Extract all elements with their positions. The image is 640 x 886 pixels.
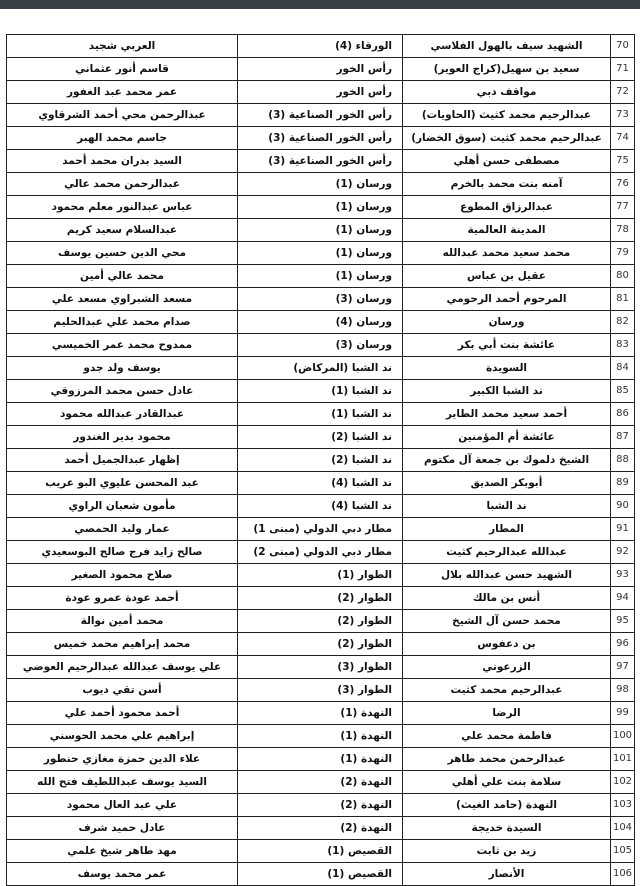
- area-cell: ند الشبا (1): [238, 380, 403, 403]
- person-name-cell: صدام محمد علي عبدالحليم: [7, 311, 238, 334]
- row-number-cell: 89: [611, 472, 635, 495]
- school-name-cell: ند الشبا الكبير: [403, 380, 611, 403]
- person-name-cell: يوسف ولد جدو: [7, 357, 238, 380]
- table-row: [7, 702, 635, 725]
- row-number-cell: 93: [611, 564, 635, 587]
- school-name-cell: عبدالرحيم محمد كثيت: [403, 679, 611, 702]
- table-row: [7, 150, 635, 173]
- person-name-cell: محي الدين حسين يوسف: [7, 242, 238, 265]
- schools-table: [6, 34, 635, 886]
- area-cell: ورسان (1): [238, 242, 403, 265]
- row-number-cell: 103: [611, 794, 635, 817]
- row-number-cell: 101: [611, 748, 635, 771]
- table-row: [7, 541, 635, 564]
- school-name-cell: عبدالرحيم محمد كثيت (سوق الخضار): [403, 127, 611, 150]
- person-name-cell: محمد إبراهيم محمد خميس: [7, 633, 238, 656]
- school-name-cell: أبوبكر الصديق: [403, 472, 611, 495]
- area-cell: ورسان (4): [238, 311, 403, 334]
- school-name-cell: النهدة (حامد الغيث): [403, 794, 611, 817]
- area-cell: النهدة (2): [238, 794, 403, 817]
- table-row: [7, 403, 635, 426]
- row-number-cell: 76: [611, 173, 635, 196]
- person-name-cell: عمار وليد الحمصي: [7, 518, 238, 541]
- row-number-cell: 79: [611, 242, 635, 265]
- person-name-cell: ممدوح محمد عمر الخميسي: [7, 334, 238, 357]
- person-name-cell: إبراهيم علي محمد الحوسني: [7, 725, 238, 748]
- area-cell: النهدة (2): [238, 771, 403, 794]
- table-row: [7, 863, 635, 886]
- area-cell: ند الشبا (4): [238, 472, 403, 495]
- table-body: [7, 35, 635, 886]
- area-cell: مطار دبي الدولي (مبنى 2): [238, 541, 403, 564]
- table-row: [7, 242, 635, 265]
- school-name-cell: عقيل بن عباس: [403, 265, 611, 288]
- person-name-cell: علاء الدين حمزة مغازي حنطور: [7, 748, 238, 771]
- row-number-cell: 92: [611, 541, 635, 564]
- school-name-cell: عبدالرحمن محمد طاهر: [403, 748, 611, 771]
- row-number-cell: 70: [611, 35, 635, 58]
- table-row: [7, 472, 635, 495]
- row-number-cell: 81: [611, 288, 635, 311]
- area-cell: النهدة (1): [238, 725, 403, 748]
- area-cell: ورسان (1): [238, 173, 403, 196]
- school-name-cell: الشهيد حسن عبدالله بلال: [403, 564, 611, 587]
- row-number-cell: 86: [611, 403, 635, 426]
- table-row: [7, 587, 635, 610]
- row-number-cell: 75: [611, 150, 635, 173]
- school-name-cell: الزرعوني: [403, 656, 611, 679]
- row-number-cell: 77: [611, 196, 635, 219]
- area-cell: الورقاء (4): [238, 35, 403, 58]
- school-name-cell: محمد سعيد محمد عبدالله: [403, 242, 611, 265]
- school-name-cell: الأنصار: [403, 863, 611, 886]
- table-row: [7, 288, 635, 311]
- person-name-cell: عادل حميد شرف: [7, 817, 238, 840]
- table-row: [7, 81, 635, 104]
- school-name-cell: المدينة العالمية: [403, 219, 611, 242]
- school-name-cell: عبدالرزاق المطوع: [403, 196, 611, 219]
- person-name-cell: مهد طاهر شيخ علمي: [7, 840, 238, 863]
- area-cell: رأس الخور الصناعية (3): [238, 104, 403, 127]
- row-number-cell: 88: [611, 449, 635, 472]
- school-name-cell: المطار: [403, 518, 611, 541]
- person-name-cell: صالح زايد فرج صالح البوسعيدي: [7, 541, 238, 564]
- row-number-cell: 95: [611, 610, 635, 633]
- table-row: [7, 426, 635, 449]
- person-name-cell: مأمون شعبان الراوي: [7, 495, 238, 518]
- table-row: [7, 35, 635, 58]
- person-name-cell: عمر محمد يوسف: [7, 863, 238, 886]
- row-number-cell: 98: [611, 679, 635, 702]
- person-name-cell: عبد المحسن عليوي البو عريب: [7, 472, 238, 495]
- person-name-cell: عباس عبدالنور معلم محمود: [7, 196, 238, 219]
- school-name-cell: عائشة بنت أبي بكر: [403, 334, 611, 357]
- row-number-cell: 105: [611, 840, 635, 863]
- table-row: [7, 840, 635, 863]
- school-name-cell: السويدة: [403, 357, 611, 380]
- person-name-cell: محمد أمين نوالة: [7, 610, 238, 633]
- window-top-bar: [0, 0, 640, 9]
- row-number-cell: 72: [611, 81, 635, 104]
- table-row: [7, 265, 635, 288]
- row-number-cell: 78: [611, 219, 635, 242]
- school-name-cell: المرحوم أحمد الرحومي: [403, 288, 611, 311]
- person-name-cell: عمر محمد عبد الغفور: [7, 81, 238, 104]
- school-name-cell: ند الشبا: [403, 495, 611, 518]
- area-cell: ند الشبا (2): [238, 426, 403, 449]
- person-name-cell: علي عبد العال محمود: [7, 794, 238, 817]
- table-row: [7, 748, 635, 771]
- area-cell: الطوار (2): [238, 587, 403, 610]
- row-number-cell: 99: [611, 702, 635, 725]
- table-row: [7, 104, 635, 127]
- school-name-cell: مصطفى حسن أهلي: [403, 150, 611, 173]
- area-cell: رأس الخور: [238, 81, 403, 104]
- table-row: [7, 817, 635, 840]
- area-cell: الطوار (2): [238, 610, 403, 633]
- table-row: [7, 127, 635, 150]
- school-name-cell: ورسان: [403, 311, 611, 334]
- table-row: [7, 219, 635, 242]
- person-name-cell: جاسم محمد الهبر: [7, 127, 238, 150]
- school-name-cell: فاطمة محمد علي: [403, 725, 611, 748]
- area-cell: القصيص (1): [238, 863, 403, 886]
- school-name-cell: عائشة أم المؤمنين: [403, 426, 611, 449]
- area-cell: الطوار (3): [238, 656, 403, 679]
- area-cell: رأس الخور: [238, 58, 403, 81]
- area-cell: مطار دبي الدولي (مبنى 1): [238, 518, 403, 541]
- table-row: [7, 495, 635, 518]
- table-row: [7, 58, 635, 81]
- person-name-cell: أحمد محمود أحمد علي: [7, 702, 238, 725]
- row-number-cell: 71: [611, 58, 635, 81]
- table-row: [7, 449, 635, 472]
- school-name-cell: أنس بن مالك: [403, 587, 611, 610]
- person-name-cell: السيد بدران محمد أحمد: [7, 150, 238, 173]
- area-cell: رأس الخور الصناعية (3): [238, 150, 403, 173]
- table-row: [7, 771, 635, 794]
- school-name-cell: زيد بن ثابت: [403, 840, 611, 863]
- row-number-cell: 94: [611, 587, 635, 610]
- row-number-cell: 80: [611, 265, 635, 288]
- table-row: [7, 196, 635, 219]
- person-name-cell: عبدالرحمن محمد عالي: [7, 173, 238, 196]
- person-name-cell: مسعد الشبراوي مسعد علي: [7, 288, 238, 311]
- area-cell: الطوار (1): [238, 564, 403, 587]
- school-name-cell: الرضا: [403, 702, 611, 725]
- row-number-cell: 96: [611, 633, 635, 656]
- person-name-cell: السيد يوسف عبداللطيف فتح الله: [7, 771, 238, 794]
- area-cell: النهدة (2): [238, 817, 403, 840]
- area-cell: رأس الخور الصناعية (3): [238, 127, 403, 150]
- school-name-cell: الشهيد سيف بالهول الفلاسي: [403, 35, 611, 58]
- table-row: [7, 794, 635, 817]
- row-number-cell: 102: [611, 771, 635, 794]
- table-row: [7, 725, 635, 748]
- person-name-cell: أحمد عودة عمرو عودة: [7, 587, 238, 610]
- table-row: [7, 357, 635, 380]
- school-name-cell: بن دعفوس: [403, 633, 611, 656]
- row-number-cell: 91: [611, 518, 635, 541]
- area-cell: النهدة (1): [238, 702, 403, 725]
- table-row: [7, 380, 635, 403]
- row-number-cell: 84: [611, 357, 635, 380]
- row-number-cell: 74: [611, 127, 635, 150]
- school-name-cell: السيدة خديجة: [403, 817, 611, 840]
- area-cell: ورسان (1): [238, 219, 403, 242]
- row-number-cell: 106: [611, 863, 635, 886]
- document-page: [6, 34, 634, 886]
- row-number-cell: 73: [611, 104, 635, 127]
- area-cell: الطوار (2): [238, 633, 403, 656]
- table-row: [7, 679, 635, 702]
- person-name-cell: علي يوسف عبدالله عبدالرحيم العوضي: [7, 656, 238, 679]
- area-cell: ورسان (3): [238, 288, 403, 311]
- area-cell: ند الشبا (4): [238, 495, 403, 518]
- table-row: [7, 564, 635, 587]
- row-number-cell: 104: [611, 817, 635, 840]
- table-row: [7, 633, 635, 656]
- person-name-cell: عبدالسلام سعيد كريم: [7, 219, 238, 242]
- school-name-cell: عبدالرحيم محمد كثيث (الحاويات): [403, 104, 611, 127]
- person-name-cell: عبدالقادر عبدالله محمود: [7, 403, 238, 426]
- school-name-cell: محمد حسن آل الشيخ: [403, 610, 611, 633]
- person-name-cell: عبدالرحمن محي أحمد الشرقاوي: [7, 104, 238, 127]
- area-cell: الطوار (3): [238, 679, 403, 702]
- row-number-cell: 97: [611, 656, 635, 679]
- area-cell: النهدة (1): [238, 748, 403, 771]
- table-row: [7, 610, 635, 633]
- school-name-cell: أحمد سعيد محمد الطاير: [403, 403, 611, 426]
- area-cell: ند الشبا (1): [238, 403, 403, 426]
- row-number-cell: 90: [611, 495, 635, 518]
- school-name-cell: آمنه بنت محمد بالخرم: [403, 173, 611, 196]
- person-name-cell: عادل حسن محمد المرزوقي: [7, 380, 238, 403]
- area-cell: ند الشبا (المركاض): [238, 357, 403, 380]
- area-cell: ورسان (3): [238, 334, 403, 357]
- school-name-cell: سلامة بنت علي أهلي: [403, 771, 611, 794]
- person-name-cell: محمد عالي أمين: [7, 265, 238, 288]
- table-row: [7, 311, 635, 334]
- table-row: [7, 334, 635, 357]
- row-number-cell: 83: [611, 334, 635, 357]
- row-number-cell: 85: [611, 380, 635, 403]
- area-cell: ند الشبا (2): [238, 449, 403, 472]
- area-cell: ورسان (1): [238, 196, 403, 219]
- area-cell: القصيص (1): [238, 840, 403, 863]
- person-name-cell: صلاح محمود الصغير: [7, 564, 238, 587]
- row-number-cell: 82: [611, 311, 635, 334]
- row-number-cell: 87: [611, 426, 635, 449]
- person-name-cell: محمود بدير الغندور: [7, 426, 238, 449]
- person-name-cell: العربي شجيد: [7, 35, 238, 58]
- school-name-cell: الشيخ دلموك بن جمعة آل مكتوم: [403, 449, 611, 472]
- person-name-cell: قاسم أنور عثماني: [7, 58, 238, 81]
- row-number-cell: 100: [611, 725, 635, 748]
- table-row: [7, 173, 635, 196]
- person-name-cell: إظهار عبدالجميل أحمد: [7, 449, 238, 472]
- table-row: [7, 656, 635, 679]
- school-name-cell: مواقف دبي: [403, 81, 611, 104]
- area-cell: ورسان (1): [238, 265, 403, 288]
- school-name-cell: سعيد بن سهيل(كراج العوير): [403, 58, 611, 81]
- person-name-cell: أسن تقي ديوب: [7, 679, 238, 702]
- table-row: [7, 518, 635, 541]
- school-name-cell: عبدالله عبدالرحيم كثيت: [403, 541, 611, 564]
